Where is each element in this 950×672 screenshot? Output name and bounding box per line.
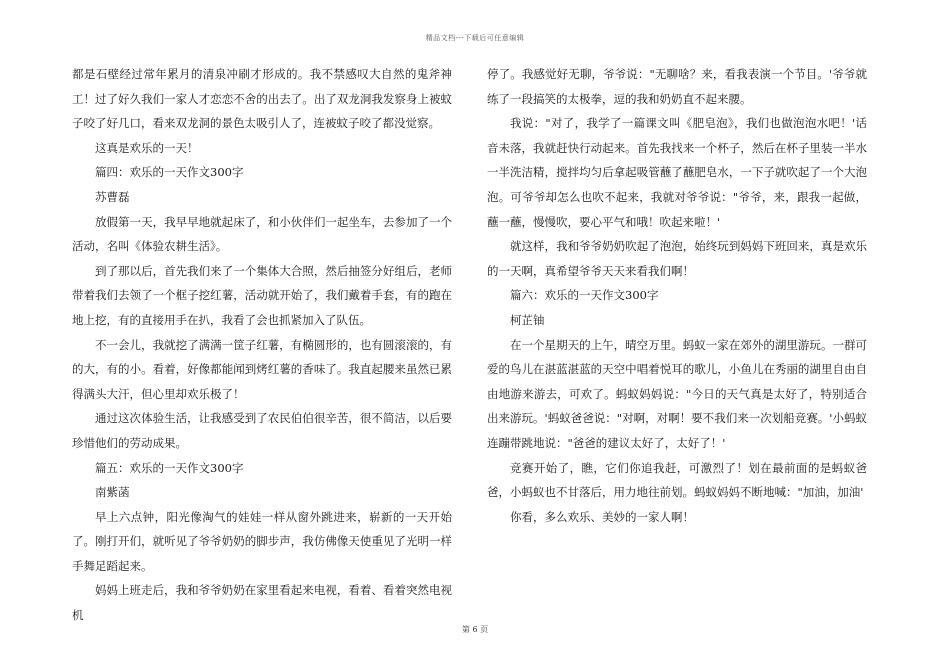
paragraph: 我说："对了，我学了一篇课文叫《肥皂泡》，我们也做泡泡水吧！'话音未落，我就赶快行动起来。首先我找来一个杯子，然后在杯子里装一半水一半洗洁精，搅拌均匀后拿起吸管蘸了蘸肥皂水，一下子就吹起了一个大泡泡。可爷爷却怎么也吹不起来，我就对爷爷说："爷爷，来，跟我一起做，蘸一蘸，慢慢吹，要心平气和哦！吹起来啦！': [487, 116, 867, 229]
paragraph: 通过这次体验生活，让我感受到了农民伯伯很辛苦，很不简洁，以后要珍惜他们的劳动成果。: [72, 411, 452, 450]
page-header: 精品文档---下载后可任意编辑: [425, 34, 525, 42]
paragraph: 都是石壁经过常年累月的清泉冲刷才形成的。我不禁感叹大自然的鬼斧神工！过了好久我们一家人才恋恋不舍的出去了。出了双龙洞我发察身上被蚊子咬了好几口，看来双龙洞的景色太吸引人了，连被蚊子咬了都没觉察。: [72, 67, 452, 131]
paragraph: 就这样，我和爷爷奶奶吹起了泡泡，始终玩到妈妈下班回来，真是欢乐的一天啊，真希望爷爷天天来看我们啊！: [487, 239, 867, 278]
paragraph: 停了。我感觉好无聊，爷爷说："无聊啥？来，看我表演一个节目。'爷爷就练了一段搞笑的太极拳，逗的我和奶奶直不起来腰。: [487, 67, 867, 106]
paragraph: 你看，多么欢乐、美妙的一家人啊！: [510, 509, 694, 524]
paragraph: 在一个星期天的上午，晴空万里。蚂蚁一家在郊外的湖里游玩。一群可爱的鸟儿在湛蓝湛蓝的天空中唱着悦耳的歌儿，小鱼儿在秀丽的湖里自由自由地游来游去，可欢了。蚂蚁妈妈说："今日的天气真是太好了，特别适合出来游玩。'蚂蚁爸爸说："对啊，对啊！要不我们来一次划船竞赛。'小蚂蚁连蹦带跳地说："爸爸的建议太好了，太好了！': [487, 337, 867, 450]
right-column: [487, 62, 867, 529]
paragraph: 放假第一天，我早早地就起床了，和小伙伴们一起坐车，去参加了一个活动，名叫《体验农耕生活》。: [72, 214, 452, 254]
paragraph: 竞赛开始了，瞧，它们你追我赶，可激烈了！划在最前面的是蚂蚁爸爸，小蚂蚁也不甘落后，用力地往前划。蚂蚁妈妈不断地喊："加油，加油': [487, 460, 867, 500]
paragraph: 这真是欢乐的一天！: [95, 140, 199, 155]
section-heading: 篇五：欢乐的一天作文300字: [95, 460, 244, 475]
left-column: [72, 62, 452, 628]
author-name: 苏曹磊: [95, 189, 130, 204]
paragraph: 不一会儿，我就挖了满满一筐子红薯，有椭圆形的，也有圆滚滚的，有的大，有的小。看着，好像都能闻到烤红薯的香味了。我直起腰来虽然已累得满头大汗，但心里却欢乐极了！: [72, 337, 452, 401]
paragraph: 到了那以后，首先我们来了一个集体大合照，然后抽签分好组后，老师带着我们去领了一个框子挖红薯，活动就开始了，我们戴着手套，有的跑在地上挖，有的直接用手在扒，我看了会也抓紧加入了队伍。: [72, 263, 452, 327]
author-name: 柯芷铀: [510, 312, 545, 327]
page-number: 第 6 页: [461, 625, 489, 634]
section-heading: 篇六：欢乐的一天作文300字: [510, 288, 659, 303]
paragraph: 早上六点钟，阳光像淘气的娃娃一样从窗外跳进来，崭新的一天开始了。刚打开们，就听见了爷爷奶奶的脚步声，我仿佛像天使重见了光明一样手舞足蹈起来。: [72, 509, 452, 573]
section-heading: 篇四：欢乐的一天作文300字: [95, 165, 244, 180]
paragraph: 妈妈上班走后，我和爷爷奶奶在家里看起来电视，看着、看着突然电视机: [72, 583, 452, 623]
author-name: 南紫菡: [95, 485, 130, 500]
